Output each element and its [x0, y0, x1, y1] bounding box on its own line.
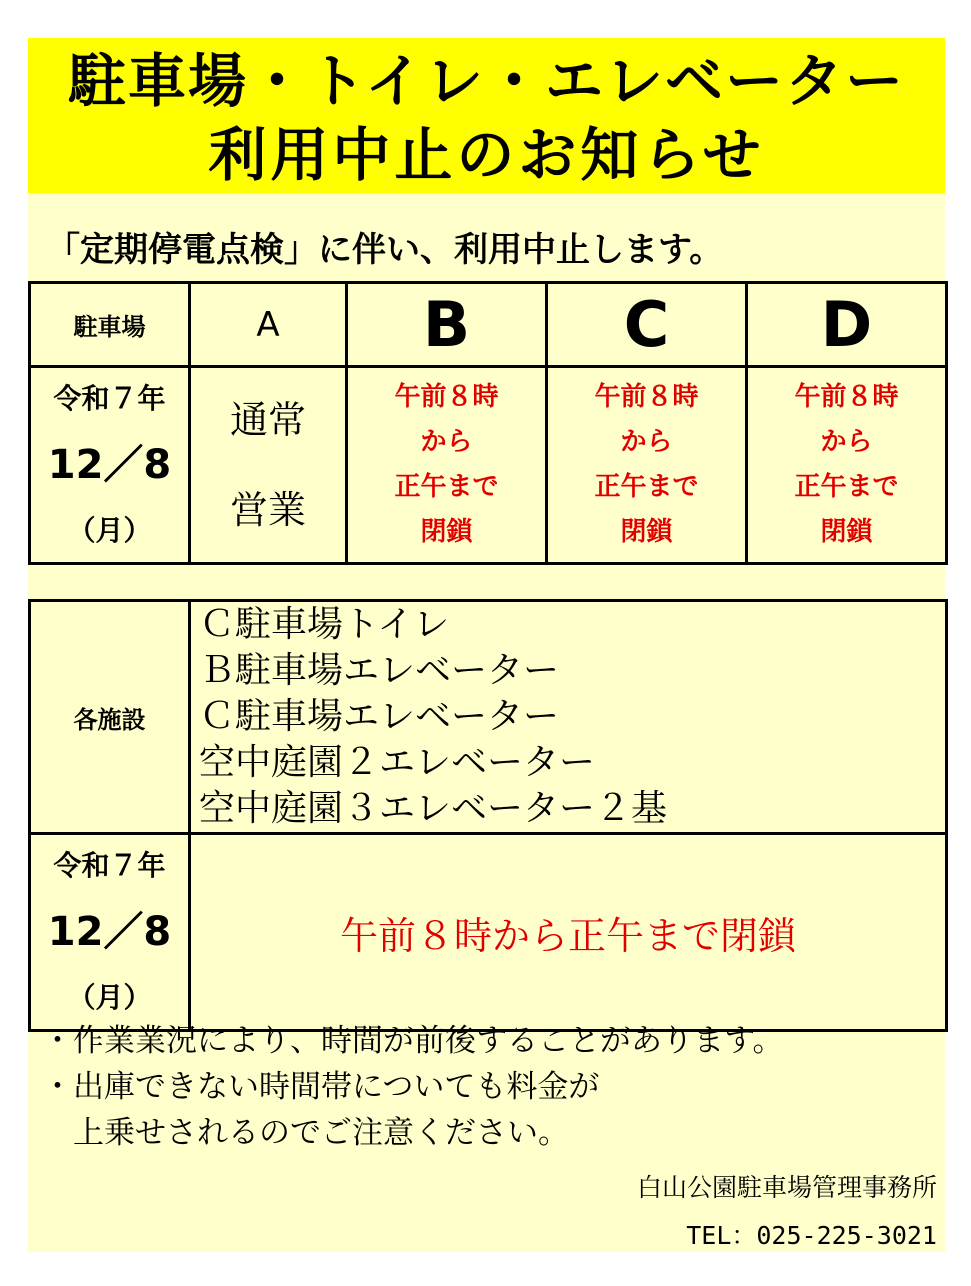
title-line-2: 利用中止のお知らせ: [208, 121, 765, 189]
closure-line: から: [620, 427, 673, 457]
header-cell: 各施設: [30, 601, 190, 834]
column-d: D: [747, 283, 947, 367]
office-name: 白山公園駐車場管理事務所: [636, 1173, 937, 1202]
facility-item: Ｃ駐車場エレベーター: [199, 696, 560, 737]
d-closure-cell: [747, 367, 947, 564]
intro-text: 「定期停電点検」に伴い、利用中止します。: [46, 230, 724, 270]
closure-line: から: [420, 427, 473, 457]
a-status-line: 通常: [229, 398, 306, 442]
facility-item: 空中庭園３エレベーター２基: [199, 788, 668, 829]
facility-item: Ｃ駐車場トイレ: [199, 604, 450, 645]
closure-line: 午前８時: [794, 382, 899, 412]
note-line: 上乗せされるのでご注意ください。: [42, 1115, 569, 1151]
closure-line: 正午まで: [594, 472, 699, 502]
date-era: 令和７年: [53, 849, 166, 882]
table-row: [30, 283, 947, 367]
header-cell: 駐車場: [30, 283, 190, 367]
closure-line: から: [820, 427, 873, 457]
column-b: B: [347, 283, 547, 367]
facility-closure-cell: 午前８時から正午まで閉鎖: [190, 834, 947, 1031]
date-cell: [30, 834, 190, 1031]
closure-line: 閉鎖: [620, 517, 673, 547]
closure-line: 正午まで: [394, 472, 499, 502]
column-c: C: [547, 283, 747, 367]
facility-item: 空中庭園２エレベーター: [199, 742, 596, 783]
closure-line: 正午まで: [794, 472, 899, 502]
c-closure-cell: [547, 367, 747, 564]
facility-list: [190, 601, 947, 834]
table-row: [30, 367, 947, 564]
closure-line: 午前８時: [394, 382, 499, 412]
closure-line: 閉鎖: [420, 517, 473, 547]
note-line: ・作業業況により、時間が前後することがあります。: [42, 1023, 784, 1059]
date-era: 令和７年: [53, 382, 166, 415]
closure-line: 閉鎖: [820, 517, 873, 547]
parking-schedule-table: [28, 281, 948, 565]
date-day: 12／8: [47, 909, 172, 955]
date-cell: [30, 367, 190, 564]
notes: [42, 1018, 784, 1156]
b-closure-cell: [347, 367, 547, 564]
date-day: 12／8: [47, 442, 172, 488]
telephone: TEL：025-225-3021: [686, 1221, 937, 1250]
facility-schedule-table: [28, 599, 948, 1032]
date-weekday: （月）: [67, 981, 152, 1014]
notice-sheet: [28, 38, 945, 1252]
date-weekday: （月）: [67, 514, 152, 547]
column-a: A: [190, 283, 347, 367]
closure-line: 午前８時: [594, 382, 699, 412]
title-line-1: 駐車場・トイレ・エレベーター: [67, 47, 906, 115]
title-banner: [28, 38, 945, 193]
table-row: [30, 834, 947, 1031]
a-status-line: 営業: [229, 488, 306, 532]
table-row: [30, 601, 947, 834]
a-status-cell: [190, 367, 347, 564]
note-line: ・出庫できない時間帯についても料金が: [42, 1069, 600, 1105]
facility-item: Ｂ駐車場エレベーター: [199, 650, 560, 691]
